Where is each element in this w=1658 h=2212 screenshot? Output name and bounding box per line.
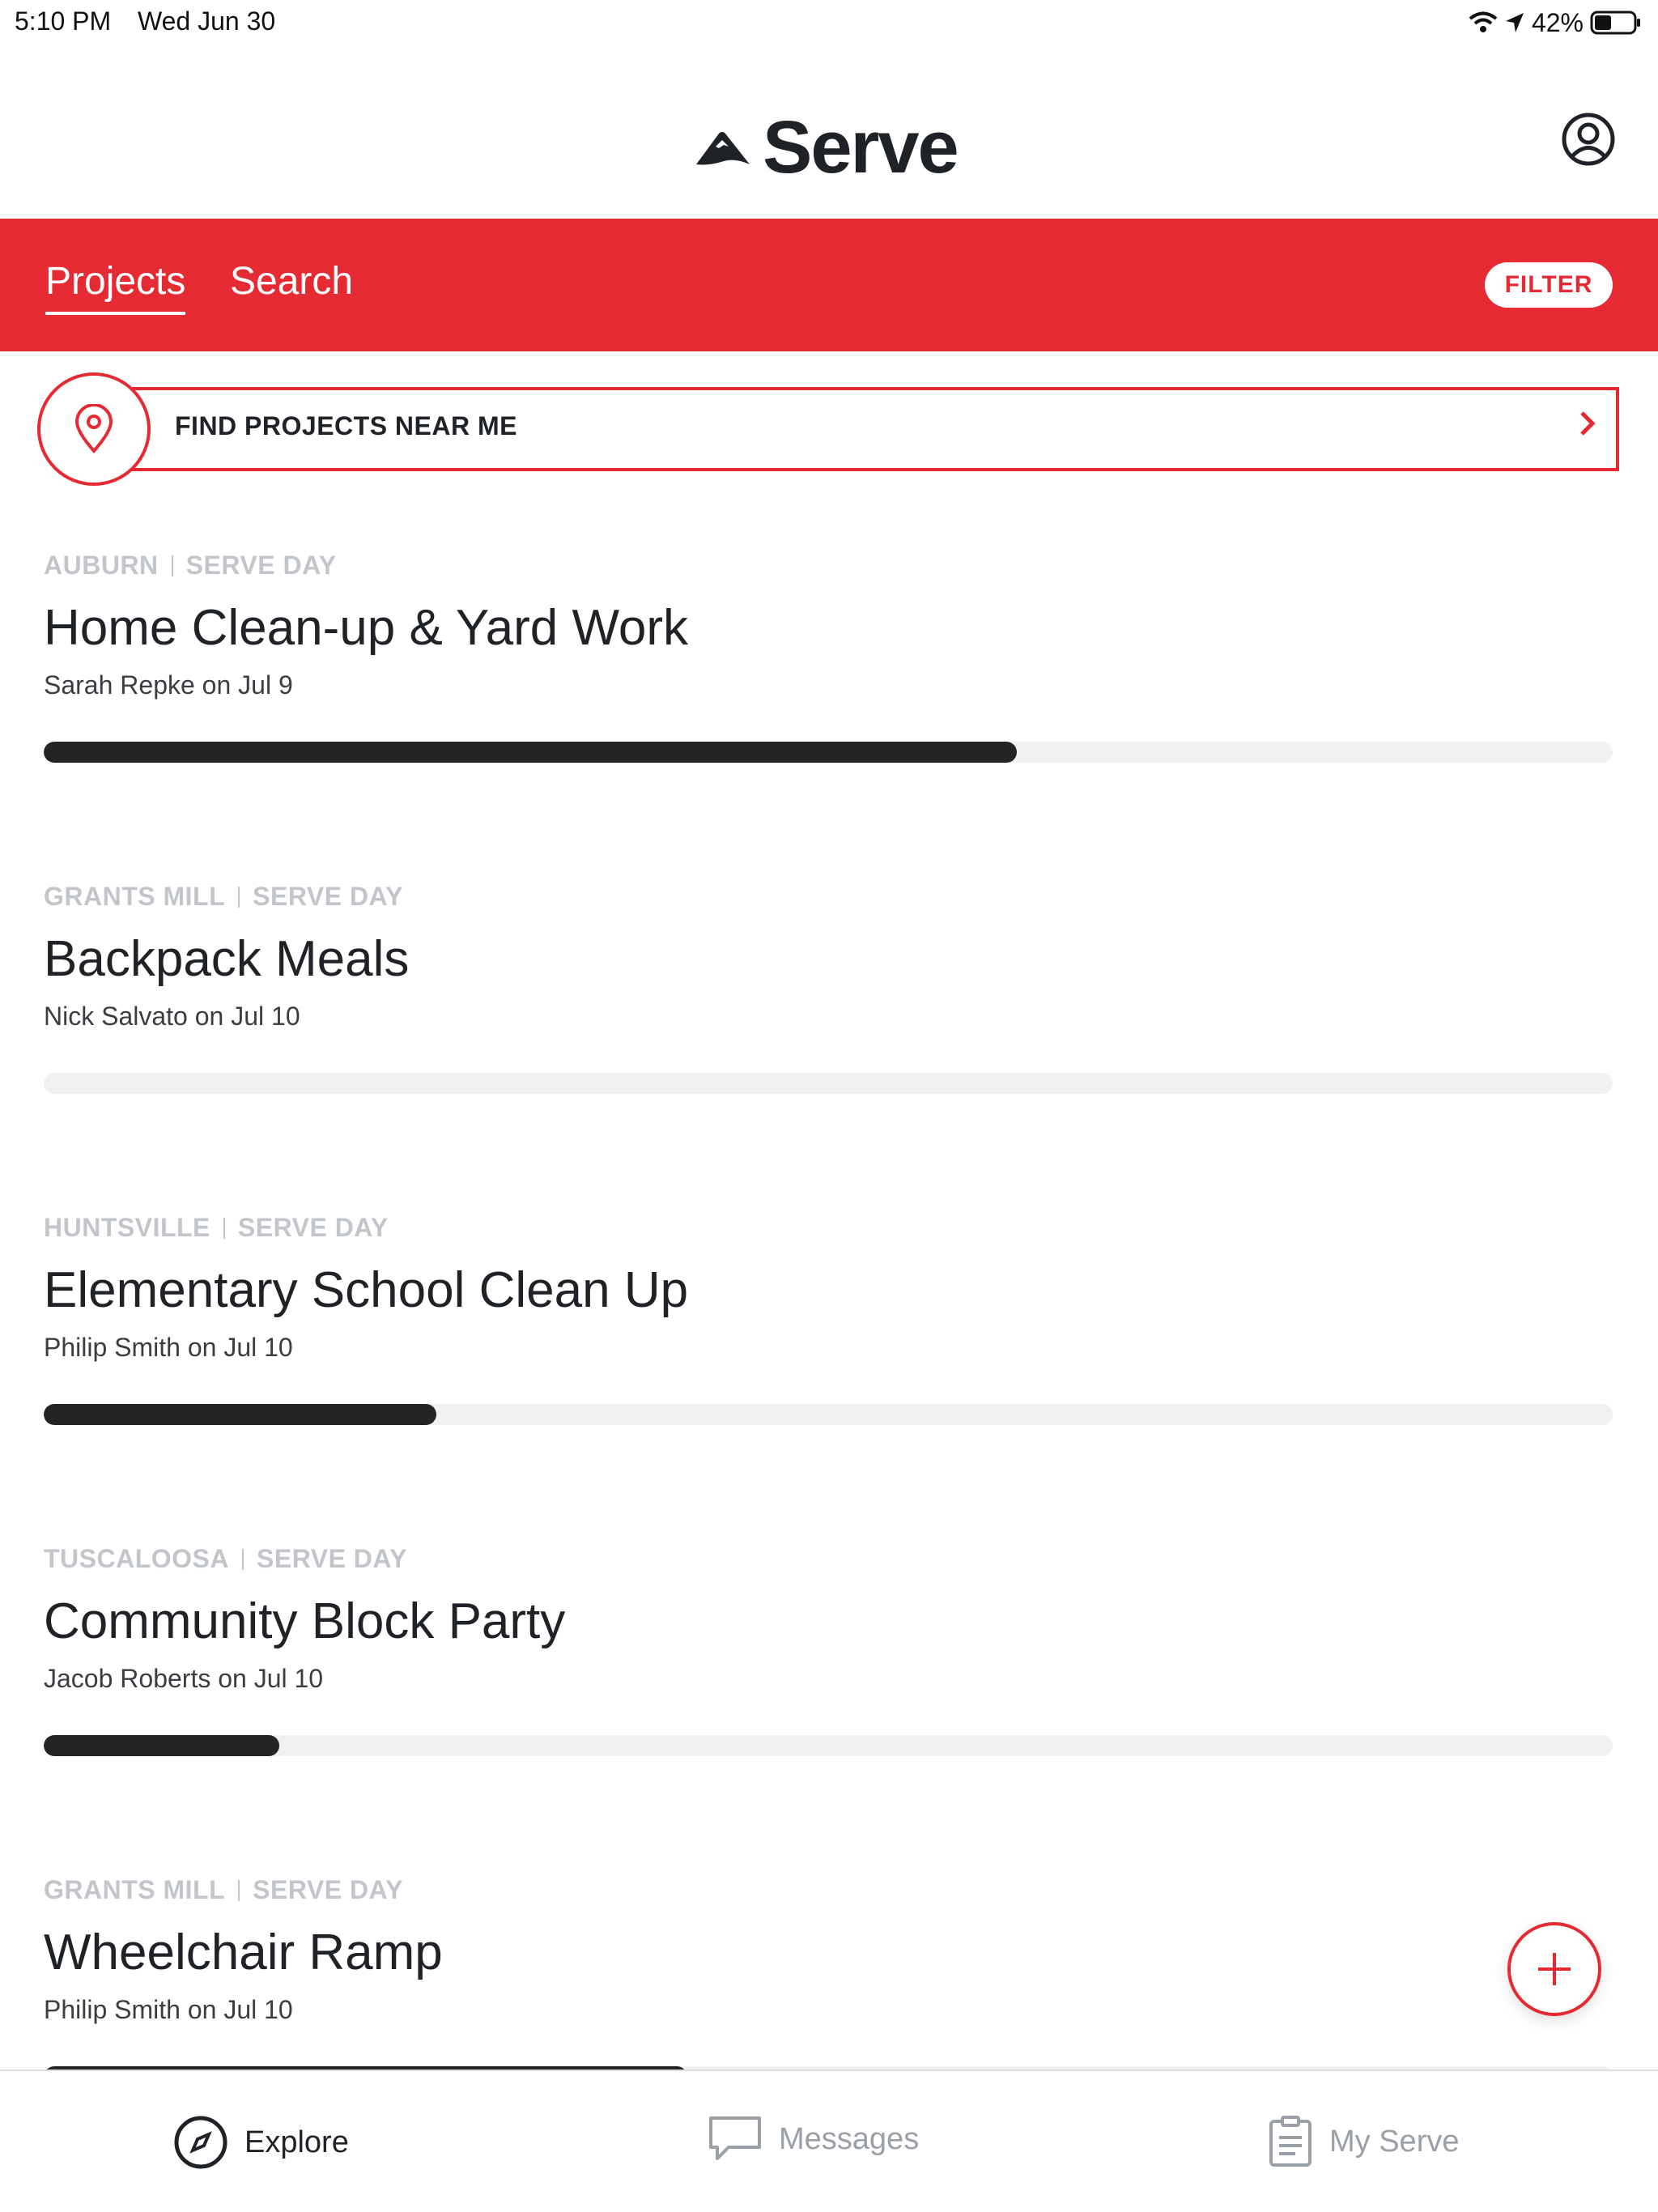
project-progress-bar [44, 1404, 1613, 1425]
status-bar [0, 0, 1658, 49]
tab-my-serve-label: My Serve [1329, 2124, 1460, 2159]
project-subtitle: Philip Smith on Jul 10 [44, 1333, 293, 1362]
project-progress-bar [44, 1735, 1613, 1756]
project-title: Community Block Party [44, 1593, 566, 1649]
meta-separator [242, 1549, 244, 1570]
project-title: Home Clean-up & Yard Work [44, 600, 689, 656]
project-meta [44, 549, 1614, 581]
project-type: SERVE DAY [237, 1213, 389, 1242]
status-time: 5:10 PM [15, 6, 112, 36]
add-project-button[interactable] [1507, 1922, 1601, 2016]
project-title: Wheelchair Ramp [44, 1925, 443, 1980]
project-card[interactable] [44, 549, 1614, 763]
plus-icon [1536, 1950, 1573, 1988]
project-card[interactable] [44, 880, 1614, 1094]
project-meta [44, 1542, 1614, 1575]
near-me-circle [37, 372, 151, 486]
project-subtitle: Sarah Repke on Jul 9 [44, 670, 293, 700]
tab-my-serve[interactable] [1268, 2115, 1459, 2168]
project-card[interactable] [44, 1211, 1614, 1425]
chevron-right-icon [1579, 410, 1596, 437]
project-title: Elementary School Clean Up [44, 1262, 689, 1318]
status-indicators [1469, 6, 1642, 39]
project-subtitle: Philip Smith on Jul 10 [44, 1995, 293, 2024]
wifi-icon [1469, 11, 1498, 34]
serve-mountain-logo-icon [695, 129, 751, 168]
project-card[interactable] [44, 1542, 1614, 1756]
profile-icon[interactable] [1561, 112, 1616, 167]
project-location: HUNTSVILLE [44, 1213, 210, 1242]
near-me-label: FIND PROJECTS NEAR ME [175, 411, 517, 440]
app-name: Serve [763, 106, 958, 189]
project-type: SERVE DAY [185, 551, 337, 580]
project-location: AUBURN [44, 551, 159, 580]
battery-percentage: 42% [1531, 7, 1584, 37]
meta-separator [238, 887, 240, 908]
app-header [0, 49, 1658, 219]
meta-separator [238, 1880, 240, 1901]
project-subtitle: Nick Salvato on Jul 10 [44, 1002, 300, 1031]
compass-icon [173, 2115, 228, 2170]
project-card[interactable] [44, 1874, 1614, 2087]
project-progress-bar [44, 742, 1613, 763]
project-meta [44, 1211, 1614, 1244]
location-arrow-icon [1504, 11, 1525, 34]
project-location: TUSCALOOSA [44, 1544, 229, 1573]
map-pin-icon [74, 404, 114, 454]
project-subtitle: Jacob Roberts on Jul 10 [44, 1664, 324, 1693]
project-type: SERVE DAY [257, 1544, 407, 1573]
tab-explore[interactable] [173, 2115, 349, 2170]
tab-explore-label: Explore [244, 2125, 349, 2159]
clipboard-icon [1268, 2115, 1313, 2168]
filter-button[interactable]: FILTER [1485, 262, 1613, 308]
project-location: GRANTS MILL [44, 1875, 226, 1904]
tab-messages[interactable] [708, 2115, 919, 2163]
top-nav-bar [0, 219, 1658, 351]
chat-bubble-icon [708, 2115, 763, 2163]
project-meta [44, 1874, 1614, 1906]
serve-logo [695, 105, 958, 190]
project-title: Backpack Meals [44, 931, 410, 987]
progress-fill [44, 1735, 279, 1756]
project-meta [44, 880, 1614, 912]
find-projects-near-me-button[interactable] [37, 372, 1619, 486]
progress-fill [44, 742, 1017, 763]
progress-fill [44, 1404, 436, 1425]
project-type: SERVE DAY [253, 882, 404, 911]
bottom-tab-bar [0, 2069, 1658, 2212]
project-progress-bar [44, 1073, 1613, 1094]
battery-icon [1590, 11, 1642, 35]
meta-separator [223, 1218, 225, 1239]
tab-messages-label: Messages [779, 2121, 920, 2156]
tab-projects[interactable]: Projects [45, 260, 186, 303]
project-location: GRANTS MILL [44, 882, 226, 911]
status-date: Wed Jun 30 [138, 6, 276, 36]
project-type: SERVE DAY [253, 1875, 404, 1904]
tab-search[interactable]: Search [230, 260, 354, 303]
meta-separator [172, 555, 173, 576]
